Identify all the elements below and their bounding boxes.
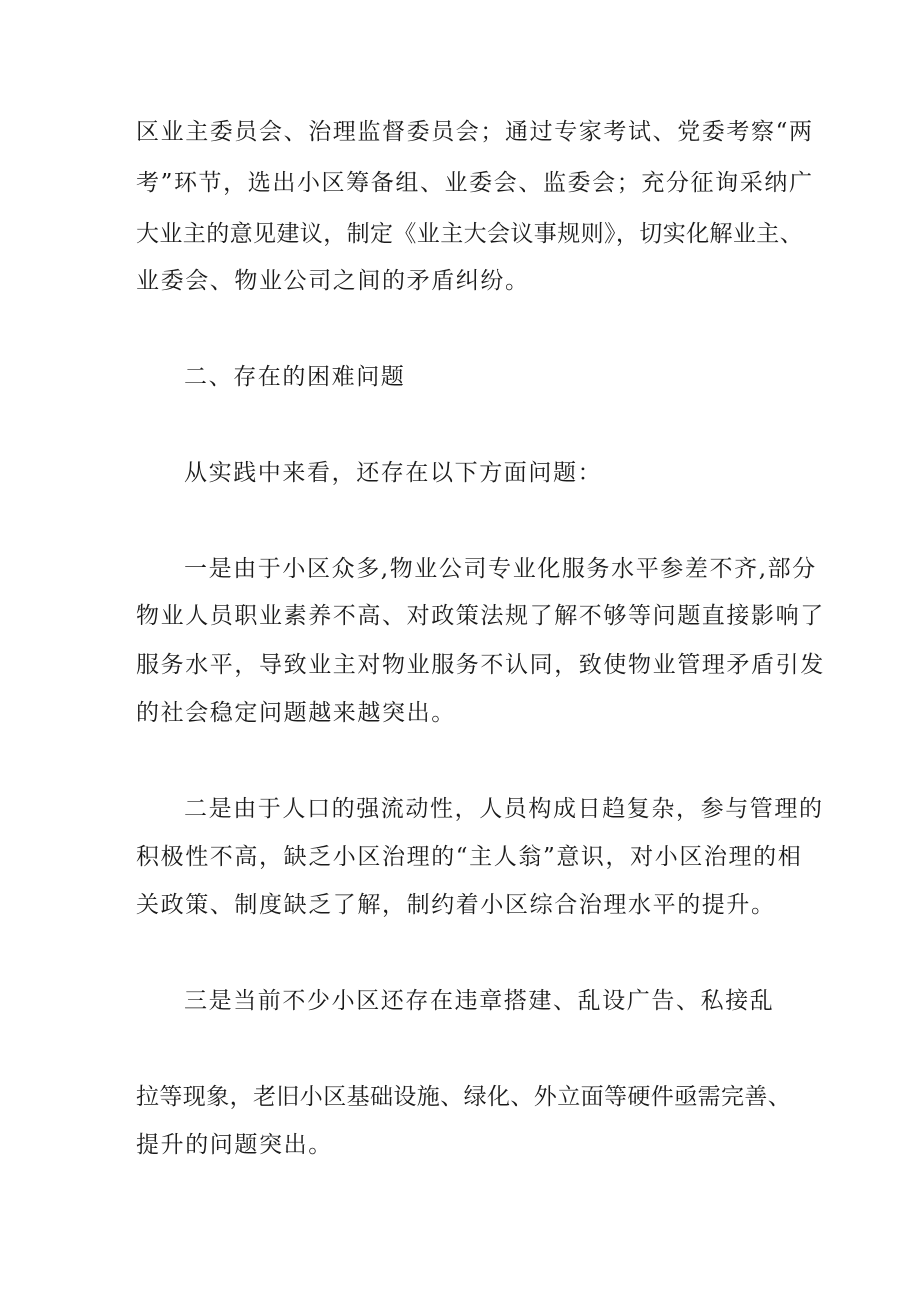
text-line: 大业主的意见建议，制定《业主大会议事规则》，切实化解业主、 — [136, 221, 804, 247]
text-line: 的社会稳定问题越来越突出。 — [136, 700, 456, 726]
text-line: 区业主委员会、治理监督委员会；通过专家考试、党委考察“两 — [136, 119, 814, 145]
text-line: 关政策、制度缺乏了解，制约着小区综合治理水平的提升。 — [136, 892, 776, 918]
text-line: 三是当前不少小区还存在违章搭建、乱设广告、私接乱 — [184, 988, 775, 1014]
text-line: 考”环节，选出小区筹备组、业委会、监委会；充分征询采纳广 — [136, 170, 814, 196]
text-line: 提升的问题突出。 — [136, 1132, 333, 1158]
text-line: 一是由于小区众多,物业公司专业化服务水平参差不齐,部分 — [184, 556, 817, 582]
text-line: 积极性不高，缺乏小区治理的“主人翁”意识，对小区治理的相 — [136, 844, 803, 870]
text-line: 拉等现象，老旧小区基础设施、绿化、外立面等硬件亟需完善、 — [136, 1084, 792, 1110]
text-line: 业委会、物业公司之间的矛盾纠纷。 — [136, 268, 530, 294]
text-line: 服务水平，导致业主对物业服务不认同，致使物业管理矛盾引发 — [136, 652, 825, 678]
intro-paragraph: 从实践中来看，还存在以下方面问题： — [184, 460, 603, 486]
section-heading: 二、存在的困难问题 — [184, 364, 406, 390]
text-line: 二是由于人口的强流动性，人员构成日趋复杂，参与管理的 — [184, 796, 824, 822]
text-line: 物业人员职业素养不高、对政策法规了解不够等问题直接影响了 — [136, 603, 825, 629]
